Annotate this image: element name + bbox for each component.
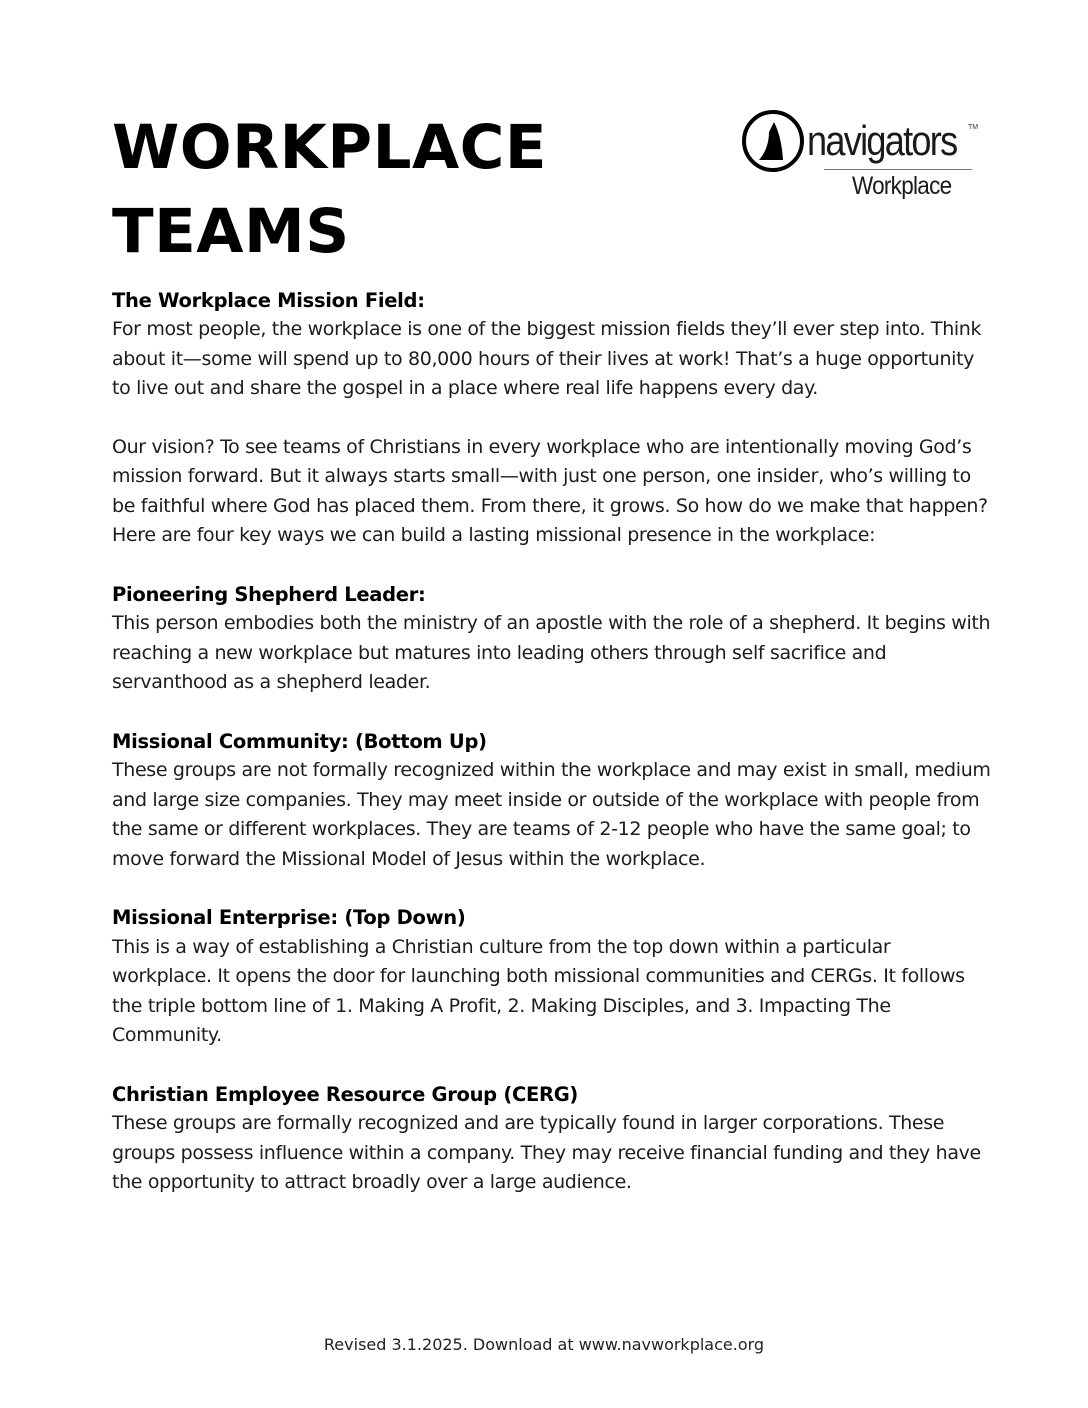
title-line-1: WORKPLACE (112, 112, 548, 183)
section-pioneering-shepherd-leader (112, 580, 992, 698)
footer-revision-note: Revised 3.1.2025. Download at www.navworkplace.org (323, 1335, 765, 1354)
section-missional-community (112, 727, 992, 874)
logo-trademark: TM (968, 124, 979, 131)
section-vision (112, 433, 992, 551)
page-title (112, 106, 547, 274)
section-body: This is a way of establishing a Christian culture from the top down within a particular workplace. It opens the door for launching both missional communities and CERGs. It follows the triple bottom line of 1. Making A Profit, 2. Making Disciples, and 3. Impacting The Community. (112, 935, 965, 1047)
navigators-workplace-logo (740, 108, 980, 203)
section-heading: Missional Enterprise: (Top Down) (112, 906, 466, 930)
title-line-2: TEAMS (112, 196, 350, 267)
section-missional-enterprise (112, 903, 992, 1050)
section-body: For most people, the workplace is one of the biggest mission fields they’ll ever step into. Think about it—some will spend up to 80,000 hours of their lives at work! That’s a huge opportunity to live out and share the gospel in a place where real life happens every day. (112, 318, 982, 400)
section-body: These groups are formally recognized and are typically found in larger corporations. These groups possess influence within a company. They may receive financial funding and they have the opportunity to attract broadly over a large audience. (112, 1112, 981, 1194)
section-body: This person embodies both the ministry of an apostle with the role of a shepherd. It begins with reaching a new workplace but matures into leading others through self sacrifice and servanthood as a shepherd leader. (112, 612, 991, 694)
section-body: Our vision? To see teams of Christians in every workplace who are intentionally moving God’s mission forward. But it always starts small—with just one person, one insider, who’s willing to be faithful where God has placed them. From there, it grows. So how do we make that happen? Here are four key ways we can build a lasting missional presence in the workplace: (112, 436, 988, 547)
section-cerg (112, 1080, 992, 1198)
logo-wordmark: navigators (807, 117, 957, 164)
section-heading: The Workplace Mission Field: (112, 289, 425, 312)
section-body: These groups are not formally recognized within the workplace and may exist in small, medium and large size companies. They may meet inside or outside of the workplace with people from the same or different workplaces. They are teams of 2-12 people who have the same goal; to move forward the Missional Model of Jesus within the workplace. (112, 759, 991, 870)
section-heading: Missional Community: (Bottom Up) (112, 730, 487, 754)
document-body (112, 286, 992, 1227)
section-mission-field (112, 286, 992, 404)
section-heading: Pioneering Shepherd Leader: (112, 583, 426, 607)
logo-divider (824, 169, 972, 170)
section-heading: Christian Employee Resource Group (CERG) (112, 1082, 579, 1106)
logo-subtitle: Workplace (852, 172, 952, 200)
sailboat-circle-icon (740, 108, 806, 174)
